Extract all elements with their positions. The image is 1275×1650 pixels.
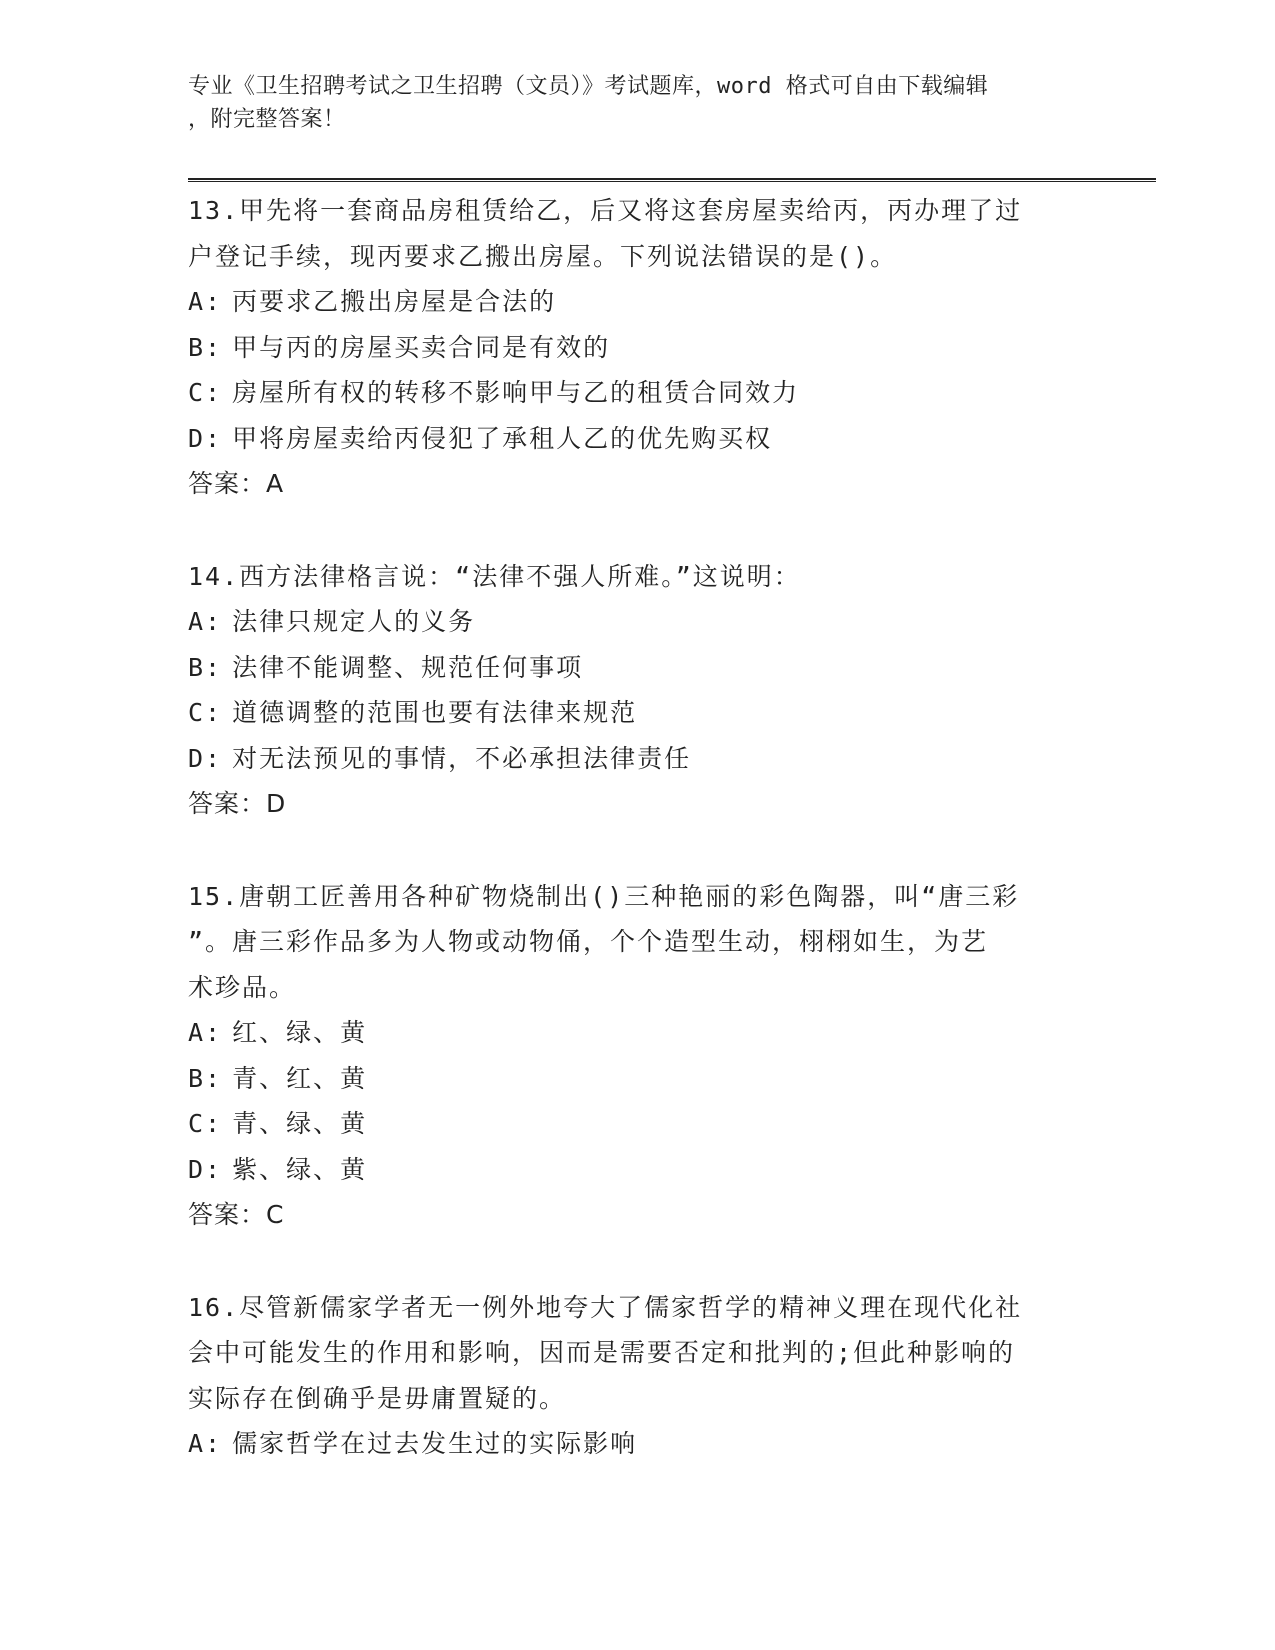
option-c bbox=[188, 370, 1078, 416]
question-stem: 13.甲先将一套商品房租赁给乙，后又将这套房屋卖给丙，丙办理了过 户登记手续，现丙要求乙搬出房屋。下列说法错误的是()。 bbox=[188, 196, 1023, 271]
question-stem: 15.唐朝工匠善用各种矿物烧制出()三种艳丽的彩色陶器，叫“唐三彩 ”。唐三彩作品多为人物或动物俑，个个造型生动，栩栩如生，为艺 术珍品。 bbox=[188, 881, 1020, 1002]
question-14 bbox=[188, 554, 1078, 827]
option-b bbox=[188, 1056, 1078, 1102]
question-13 bbox=[188, 188, 1078, 507]
option-text: 甲将房屋卖给丙侵犯了承租人乙的优先购买权 bbox=[232, 423, 773, 453]
question-16 bbox=[188, 1285, 1078, 1467]
option-text: 紫、绿、黄 bbox=[232, 1154, 368, 1184]
option-letter: D: bbox=[188, 1154, 223, 1184]
option-letter: B: bbox=[188, 652, 223, 682]
option-text: 儒家哲学在过去发生过的实际影响 bbox=[232, 1429, 638, 1458]
question-15 bbox=[188, 874, 1078, 1238]
option-letter: C: bbox=[188, 1109, 223, 1138]
option-d bbox=[188, 736, 1078, 782]
answer-line: 答案：A bbox=[188, 469, 285, 498]
option-letter: A: bbox=[188, 287, 223, 316]
option-letter: B: bbox=[188, 1063, 223, 1093]
option-text: 青、绿、黄 bbox=[232, 1109, 368, 1138]
question-stem: 16.尽管新儒家学者无一例外地夸大了儒家哲学的精神义理在现代化社 会中可能发生的作用和影响，因而是需要否定和批判的;但此种影响的 实际存在倒确乎是毋庸置疑的。 bbox=[188, 1292, 1023, 1413]
option-b bbox=[188, 645, 1078, 691]
question-stem: 14.西方法律格言说：“法律不强人所难。”这说明： bbox=[188, 561, 801, 591]
option-letter: C: bbox=[188, 698, 223, 727]
option-letter: D: bbox=[188, 743, 223, 773]
document-header: 专业《卫生招聘考试之卫生招聘（文员）》考试题库，word 格式可自由下载编辑 ，附完整答案！ bbox=[188, 74, 989, 132]
option-letter: A: bbox=[188, 1429, 223, 1458]
option-text: 法律只规定人的义务 bbox=[232, 607, 476, 636]
option-letter: A: bbox=[188, 1018, 223, 1047]
option-letter: A: bbox=[188, 607, 223, 636]
option-c bbox=[188, 690, 1078, 736]
option-d bbox=[188, 1147, 1078, 1193]
option-c bbox=[188, 1101, 1078, 1147]
option-a bbox=[188, 599, 1078, 645]
option-a bbox=[188, 1421, 1078, 1467]
option-text: 红、绿、黄 bbox=[232, 1018, 368, 1047]
option-text: 甲与丙的房屋买卖合同是有效的 bbox=[232, 332, 611, 362]
option-text: 房屋所有权的转移不影响甲与乙的租赁合同效力 bbox=[232, 378, 800, 407]
option-d bbox=[188, 416, 1078, 462]
question-list bbox=[188, 188, 1078, 1514]
answer-line: 答案：D bbox=[188, 789, 287, 818]
option-text: 青、红、黄 bbox=[232, 1063, 368, 1093]
answer-line: 答案：C bbox=[188, 1200, 285, 1229]
option-b bbox=[188, 325, 1078, 371]
option-text: 法律不能调整、规范任何事项 bbox=[232, 652, 584, 682]
header-divider bbox=[188, 178, 1156, 182]
option-letter: C: bbox=[188, 378, 223, 407]
option-a bbox=[188, 1010, 1078, 1056]
option-letter: D: bbox=[188, 423, 223, 453]
option-text: 道德调整的范围也要有法律来规范 bbox=[232, 698, 638, 727]
option-text: 丙要求乙搬出房屋是合法的 bbox=[232, 287, 557, 316]
option-letter: B: bbox=[188, 332, 223, 362]
option-a bbox=[188, 279, 1078, 325]
option-text: 对无法预见的事情，不必承担法律责任 bbox=[232, 743, 692, 773]
